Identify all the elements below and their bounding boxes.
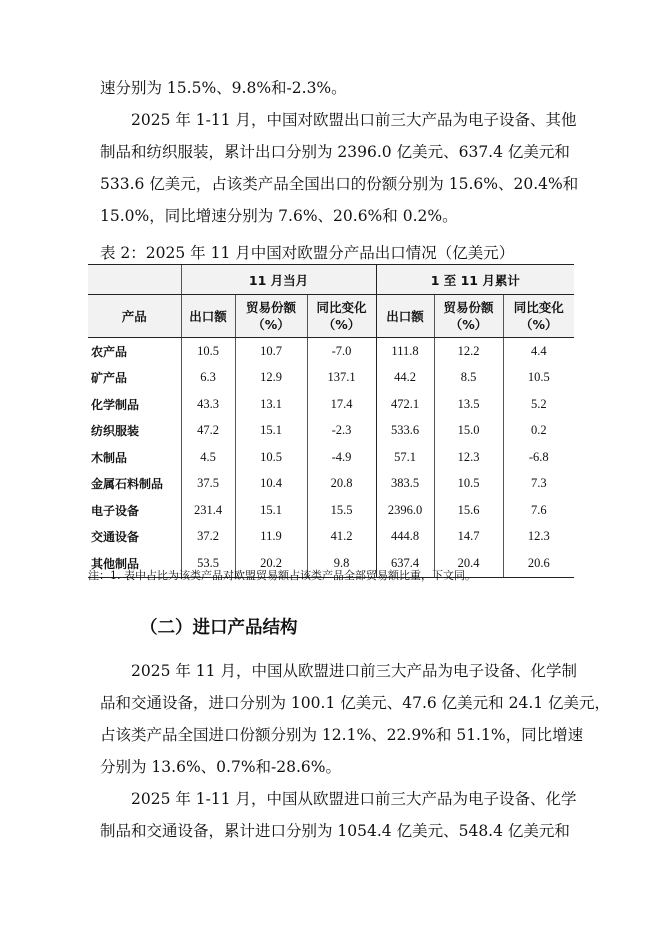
month-yoy: 15.5 bbox=[307, 497, 376, 524]
month-export: 37.2 bbox=[181, 524, 235, 551]
cumulative-export: 383.5 bbox=[376, 471, 434, 498]
text-line: 制品和纺织服装，累计出口分别为 2396.0 亿美元、637.4 亿美元和 bbox=[100, 143, 570, 161]
cumulative-share: 10.5 bbox=[434, 471, 503, 498]
cumulative-share: 12.2 bbox=[434, 338, 503, 365]
cumulative-export: 637.4 bbox=[376, 550, 434, 577]
table-row bbox=[88, 471, 574, 498]
text-line: 品和交通设备，进口分别为 100.1 亿美元、47.6 亿美元和 24.1 亿美元， bbox=[100, 694, 611, 712]
cumulative-export: 111.8 bbox=[376, 338, 434, 365]
month-yoy: -7.0 bbox=[307, 338, 376, 365]
month-export: 10.5 bbox=[181, 338, 235, 365]
month-yoy: 9.8 bbox=[307, 550, 376, 577]
col-header-product: 产品 bbox=[88, 295, 181, 338]
month-export: 6.3 bbox=[181, 365, 235, 392]
table-caption: 表 2：2025 年 11 月中国对欧盟分产品出口情况（亿美元） bbox=[100, 244, 515, 262]
col-header-yoy: 同比变化 （%） bbox=[503, 295, 574, 338]
month-export: 4.5 bbox=[181, 444, 235, 471]
export-paragraph bbox=[100, 104, 579, 232]
product-name: 交通设备 bbox=[91, 530, 140, 545]
group-header-cumulative: 1 至 11 月累计 bbox=[376, 265, 574, 295]
text-line: 2025 年 1-11 月，中国从欧盟进口前三大产品为电子设备、化学 bbox=[131, 790, 577, 808]
cumulative-yoy: 7.3 bbox=[503, 471, 574, 498]
product-name: 金属石料制品 bbox=[91, 477, 164, 492]
month-share: 10.4 bbox=[235, 471, 307, 498]
cumulative-share: 14.7 bbox=[434, 524, 503, 551]
column-header-row bbox=[88, 295, 574, 338]
cumulative-export: 533.6 bbox=[376, 418, 434, 445]
month-share: 10.5 bbox=[235, 444, 307, 471]
month-yoy: 137.1 bbox=[307, 365, 376, 392]
text-line: 速分别为 15.5%、9.8%和-2.3%。 bbox=[100, 79, 347, 97]
cumulative-yoy: 0.2 bbox=[503, 418, 574, 445]
cumulative-yoy: 5.2 bbox=[503, 391, 574, 418]
export-table bbox=[88, 264, 574, 578]
month-export: 53.5 bbox=[181, 550, 235, 577]
cumulative-export: 44.2 bbox=[376, 365, 434, 392]
month-share: 20.2 bbox=[235, 550, 307, 577]
month-export: 43.3 bbox=[181, 391, 235, 418]
cumulative-export: 472.1 bbox=[376, 391, 434, 418]
text-line: 制品和交通设备，累计进口分别为 1054.4 亿美元、548.4 亿美元和 bbox=[100, 822, 570, 840]
cumulative-yoy: 4.4 bbox=[503, 338, 574, 365]
section-heading: （二）进口产品结构 bbox=[140, 618, 298, 638]
group-header-month: 11 月当月 bbox=[181, 265, 376, 295]
text-line: 占该类产品全国进口份额分别为 12.1%、22.9%和 51.1%，同比增速 bbox=[100, 726, 584, 744]
month-share: 15.1 bbox=[235, 497, 307, 524]
empty-header-cell bbox=[88, 265, 181, 295]
col-header-export: 出口额 bbox=[181, 295, 235, 338]
product-name: 木制品 bbox=[91, 450, 128, 465]
cumulative-yoy: -6.8 bbox=[503, 444, 574, 471]
product-name: 化学制品 bbox=[91, 397, 140, 412]
cumulative-share: 20.4 bbox=[434, 550, 503, 577]
col-header-share: 贸易份额 （%） bbox=[235, 295, 307, 338]
cumulative-export: 57.1 bbox=[376, 444, 434, 471]
product-name: 农产品 bbox=[91, 344, 128, 359]
table-row bbox=[88, 365, 574, 392]
import-paragraph-1 bbox=[100, 655, 611, 783]
table-row bbox=[88, 391, 574, 418]
product-name: 电子设备 bbox=[91, 503, 140, 518]
month-yoy: 41.2 bbox=[307, 524, 376, 551]
cumulative-share: 8.5 bbox=[434, 365, 503, 392]
month-share: 10.7 bbox=[235, 338, 307, 365]
cumulative-export: 444.8 bbox=[376, 524, 434, 551]
text-line: 2025 年 1-11 月，中国对欧盟出口前三大产品为电子设备、其他 bbox=[131, 111, 577, 129]
month-yoy: 17.4 bbox=[307, 391, 376, 418]
month-share: 12.9 bbox=[235, 365, 307, 392]
month-share: 15.1 bbox=[235, 418, 307, 445]
table-row bbox=[88, 338, 574, 365]
month-export: 47.2 bbox=[181, 418, 235, 445]
table-row bbox=[88, 444, 574, 471]
table-row bbox=[88, 524, 574, 551]
product-name: 纺织服装 bbox=[91, 424, 140, 439]
cumulative-share: 15.0 bbox=[434, 418, 503, 445]
cumulative-yoy: 20.6 bbox=[503, 550, 574, 577]
cumulative-share: 12.3 bbox=[434, 444, 503, 471]
cumulative-yoy: 10.5 bbox=[503, 365, 574, 392]
month-yoy: -4.9 bbox=[307, 444, 376, 471]
product-name: 其他制品 bbox=[88, 550, 181, 577]
cumulative-yoy: 7.6 bbox=[503, 497, 574, 524]
text-line: 2025 年 11 月，中国从欧盟进口前三大产品为电子设备、化学制 bbox=[131, 662, 577, 680]
table-note: 注：1. 表中占比为该类产品对欧盟贸易额占该类产品全部贸易额比重，下文同。 bbox=[88, 569, 476, 582]
cumulative-yoy: 12.3 bbox=[503, 524, 574, 551]
col-header-export: 出口额 bbox=[376, 295, 434, 338]
product-name: 矿产品 bbox=[91, 371, 128, 386]
text-line: 分别为 13.6%、0.7%和-28.6%。 bbox=[100, 758, 342, 776]
month-export: 37.5 bbox=[181, 471, 235, 498]
table-row bbox=[88, 497, 574, 524]
col-header-yoy: 同比变化 （%） bbox=[307, 295, 376, 338]
month-export: 231.4 bbox=[181, 497, 235, 524]
cumulative-share: 13.5 bbox=[434, 391, 503, 418]
col-header-share: 贸易份额 （%） bbox=[434, 295, 503, 338]
group-header-row bbox=[88, 265, 574, 295]
cumulative-share: 15.6 bbox=[434, 497, 503, 524]
cumulative-export: 2396.0 bbox=[376, 497, 434, 524]
month-yoy: -2.3 bbox=[307, 418, 376, 445]
month-yoy: 20.8 bbox=[307, 471, 376, 498]
month-share: 11.9 bbox=[235, 524, 307, 551]
table-row bbox=[88, 418, 574, 445]
import-paragraph-2 bbox=[100, 783, 577, 847]
intro-paragraph bbox=[100, 72, 566, 104]
text-line: 15.0%，同比增速分别为 7.6%、20.6%和 0.2%。 bbox=[100, 207, 458, 225]
text-line: 533.6 亿美元，占该类产品全国出口的份额分别为 15.6%、20.4%和 bbox=[100, 175, 579, 193]
month-share: 13.1 bbox=[235, 391, 307, 418]
